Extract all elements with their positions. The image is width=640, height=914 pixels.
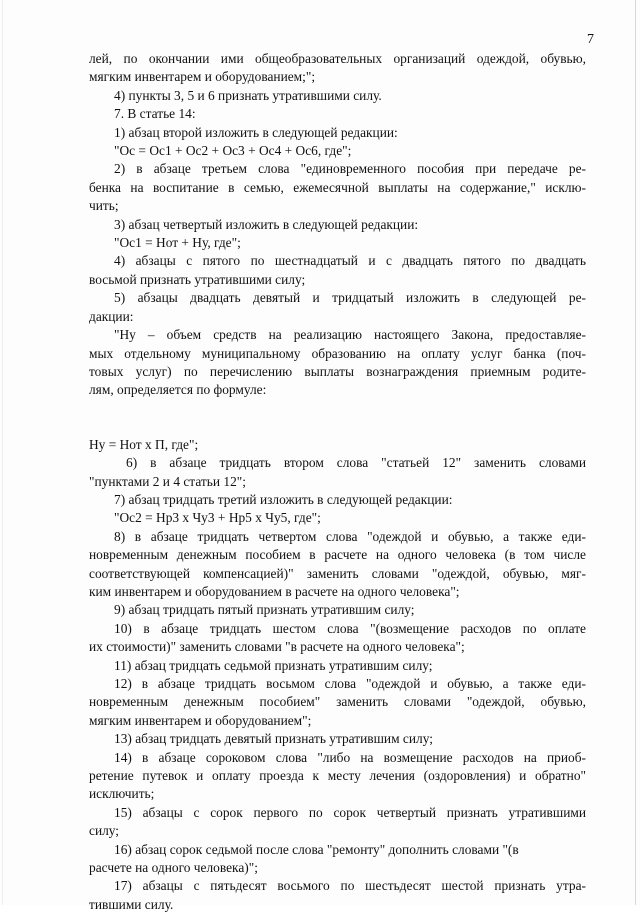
text-line: чить; <box>89 198 119 214</box>
text-line: ретение путевок и оплату проезда к месту лечения (оздоровления) и обратно" <box>89 768 586 784</box>
text-line: 4) абзацы с пятого по шестнадцатый и с двадцать пятого по двадцать <box>114 253 586 269</box>
scan-edge-right <box>635 0 636 905</box>
text-line: расчете на одного человека)"; <box>89 860 258 876</box>
text-line: "Ос1 = Нот + Ну, где"; <box>114 235 241 251</box>
text-line: "Ос = Ос1 + Ос2 + Ос3 + Ос4 + Ос6, где"; <box>114 143 352 159</box>
text-line: 12) в абзаце тридцать восьмом слова "одеждой и обувью, а также еди- <box>114 676 586 691</box>
text-line: 1) абзац второй изложить в следующей редакции: <box>114 124 398 140</box>
blank-line <box>89 400 586 436</box>
text-line: 7) абзац тридцать третий изложить в следующей редакции: <box>114 491 453 507</box>
text-line: товых услуг) по перечислению выплаты вознаграждения приемным родите- <box>89 363 586 379</box>
text-line: их стоимости)" заменить словами "в расчете на одного человека"; <box>89 639 465 655</box>
text-line: 11) абзац тридцать седьмой признать утратившим силу; <box>114 657 433 673</box>
text-line: 8) в абзаце тридцать четвертом слова "одеждой и обувью, а также еди- <box>114 528 586 544</box>
text-line: 2) в абзаце третьем слова "единовременного пособия при передаче ре- <box>114 161 586 177</box>
text-line: "Ос2 = Нр3 х Чу3 + Нр5 х Чу5, где"; <box>114 510 321 526</box>
text-line: силу; <box>89 823 120 839</box>
text-line: мягким инвентарем и оборудованием;"; <box>89 69 316 85</box>
text-line: бенка на воспитание в семью, ежемесячной выплаты на содержание," исклю- <box>89 179 586 195</box>
text-line: 6) в абзаце тридцать втором слова "статьей 12" заменить словами <box>126 455 586 471</box>
text-line: исключить; <box>89 786 155 802</box>
text-line: 16) абзац сорок седьмой после слова "ремонту" дополнить словами "(в <box>114 841 519 857</box>
text-line: 9) абзац тридцать пятый признать утратившим силу; <box>114 602 415 618</box>
text-line: дакции: <box>89 308 134 324</box>
text-line: мых отдельному муниципальному образованию на оплату услуг банка (поч- <box>89 345 586 361</box>
text-line: 17) абзацы с пятьдесят восьмого по шестьдесят шестой признать утра- <box>114 878 586 894</box>
text-line: "пунктами 2 и 4 статьи 12"; <box>89 473 246 489</box>
page-number: 7 <box>587 32 594 47</box>
text-line: восьмой признать утратившими силу; <box>89 271 306 287</box>
text-line: 3) абзац четвертый изложить в следующей редакции: <box>114 216 419 232</box>
text-line: 5) абзацы двадцать девятый и тридцатый изложить в следующей ре- <box>114 290 586 306</box>
text-line: 13) абзац тридцать девятый признать утратившим силу; <box>114 731 433 747</box>
text-line: лей, по окончании ими общеобразовательных организаций одеждой, обувью, <box>89 51 586 66</box>
text-line: новременным денежным пособием" заменить словами "одеждой, обувью, <box>89 694 586 710</box>
text-line: ким инвентарем и оборудованием в расчете на одного человека"; <box>89 583 460 599</box>
text-line: лям, определяется по формуле: <box>89 382 267 398</box>
text-line: мягким инвентарем и оборудованием"; <box>89 712 312 728</box>
text-line: "Ну – объем средств на реализацию настоящего Закона, предоставляе- <box>114 327 586 343</box>
text-line: новременным денежным пособием в расчете на одного человека (в том числе <box>89 547 586 563</box>
text-line: 7. В статье 14: <box>114 106 196 122</box>
text-line: Ну = Нот х П, где"; <box>89 436 199 452</box>
text-line: тившими силу. <box>89 896 174 912</box>
text-line: 15) абзацы с сорок первого по сорок четвертый признать утратившими <box>114 804 586 820</box>
text-line: 4) пункты 3, 5 и 6 признать утратившими силу. <box>114 87 382 103</box>
document-body <box>89 50 586 914</box>
text-line: соответствующей компенсацией)" заменить словами "одеждой, обувью, мяг- <box>89 565 586 581</box>
text-line: 14) в абзаце сороковом слова "либо на возмещение расходов на приоб- <box>114 749 586 765</box>
scan-edge-left <box>2 0 3 905</box>
text-line: 10) в абзаце тридцать шестом слова "(возмещение расходов по оплате <box>114 620 586 636</box>
